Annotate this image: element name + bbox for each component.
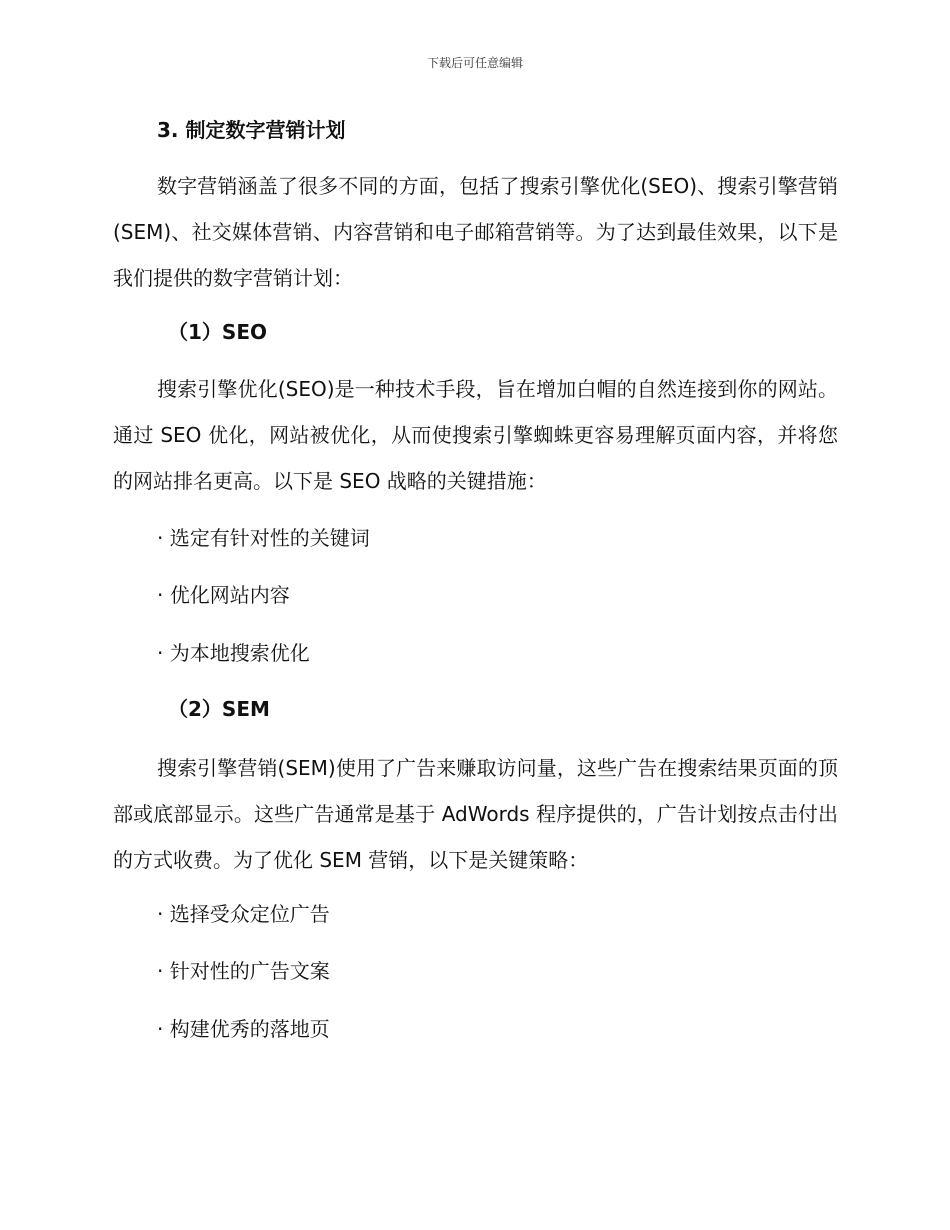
seo-bullet-local: · 为本地搜索优化 [157,641,310,665]
header-note: 下载后可任意编辑 [426,56,523,70]
sem-bullet-landing: · 构建优秀的落地页 [157,1017,330,1041]
sem-heading: （2）SEM [168,697,270,721]
seo-bullet-content: · 优化网站内容 [157,583,290,607]
sem-bullet-targeting: · 选择受众定位广告 [157,902,330,926]
seo-paragraph: 搜索引擎优化(SEO)是一种技术手段，旨在增加白帽的自然连接到你的网站。通过 SEO 优化，网站被优化，从而使搜索引擎蜘蛛更容易理解页面内容，并将您的网站排名更高。以下是 SEO 战略的关键措施： [113,377,838,493]
sem-paragraph: 搜索引擎营销(SEM)使用了广告来赚取访问量，这些广告在搜索结果页面的顶部或底部显示。这些广告通常是基于 AdWords 程序提供的，广告计划按点击付出的方式收费。为了优化 SEM 营销，以下是关键策略： [113,756,838,872]
seo-heading: （1）SEO [168,320,267,344]
section-heading: 3. 制定数字营销计划 [157,118,346,142]
seo-bullet-keywords: · 选定有针对性的关键词 [157,526,370,550]
intro-paragraph: 数字营销涵盖了很多不同的方面，包括了搜索引擎优化(SEO)、搜索引擎营销(SEM)、社交媒体营销、内容营销和电子邮箱营销等。为了达到最佳效果，以下是我们提供的数字营销计划： [113,174,838,290]
sem-bullet-copy: · 针对性的广告文案 [157,959,330,983]
